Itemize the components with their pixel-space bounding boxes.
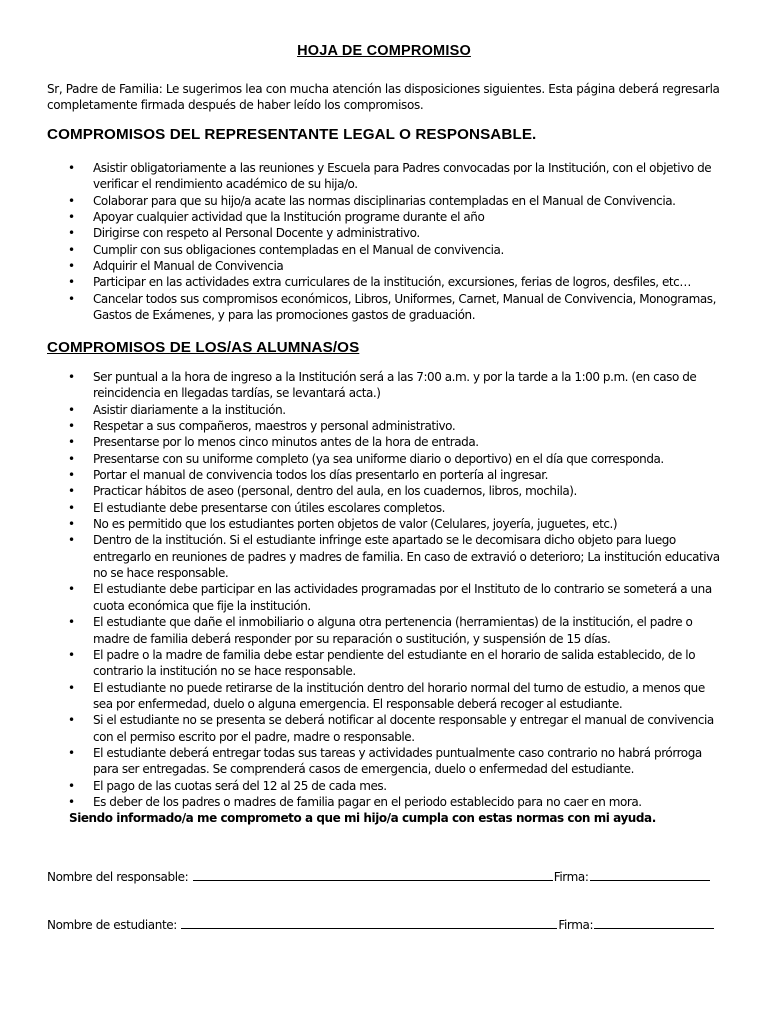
list-item-text: Si el estudiante no se presenta se deberá notificar al docente responsable y entregar el manual de convivencia con el permiso escrito por el padre, madre o responsable. xyxy=(93,713,714,744)
bullet-icon: • xyxy=(68,468,75,483)
list-item-text: Asistir diariamente a la institución. xyxy=(93,402,286,417)
bullet-icon: • xyxy=(68,275,75,290)
list-item xyxy=(47,483,727,499)
bullet-icon: • xyxy=(68,226,75,241)
list-item xyxy=(47,193,727,209)
bullet-icon: • xyxy=(68,680,75,695)
bullet-icon: • xyxy=(68,500,75,515)
list-item-text: Cumplir con sus obligaciones contempladas en el Manual de convivencia. xyxy=(93,242,504,257)
closing-statement: Siendo informado/a me comprometo a que mi hijo/a cumpla con estas normas con mi ayuda. xyxy=(69,811,656,825)
list-item-text: El pago de las cuotas será del 12 al 25 de cada mes. xyxy=(93,778,387,793)
list-item-text: Presentarse con su uniforme completo (ya sea uniforme diario o deportivo) en el día que corresponda. xyxy=(93,451,664,466)
bullet-icon: • xyxy=(68,193,75,208)
bullet-icon: • xyxy=(68,435,75,450)
list-item xyxy=(47,209,727,225)
list-item xyxy=(47,680,727,713)
list-item xyxy=(47,291,727,324)
alumnos-commitments-list xyxy=(47,369,727,810)
list-item xyxy=(47,712,727,745)
bullet-icon: • xyxy=(68,451,75,466)
representante-commitments-list xyxy=(47,160,727,323)
list-item xyxy=(47,647,727,680)
bullet-icon: • xyxy=(68,161,75,175)
list-item-text: El estudiante no puede retirarse de la institución dentro del horario normal del turno de estudio, a menos que sea por enfermedad, duelo o alguna emergencia. El responsable deberá recoger al estudiante. xyxy=(93,680,705,711)
list-item xyxy=(47,614,727,647)
bullet-icon: • xyxy=(68,370,75,384)
responsable-name-field[interactable] xyxy=(193,868,553,881)
bullet-icon: • xyxy=(68,794,75,809)
list-item xyxy=(47,160,727,193)
list-item-text: El padre o la madre de familia debe estar pendiente del estudiante en el horario de salida establecido, de lo contrario la institución no se hace responsable. xyxy=(93,647,696,679)
bullet-icon: • xyxy=(68,402,75,417)
list-item-text: Dentro de la institución. Si el estudiante infringe este apartado se le decomisara dicho objeto para luego entregarlo en reuniones de padres y madres de familia. En caso de extravió o deterioro; La institución educativa no se hace responsable. xyxy=(93,533,720,581)
responsable-firma-field[interactable] xyxy=(590,868,710,881)
list-item xyxy=(47,467,727,483)
section-heading-alumnos: COMPROMISOS DE LOS/AS ALUMNAS/OS xyxy=(47,339,360,356)
list-item xyxy=(47,242,727,258)
list-item xyxy=(47,402,727,418)
bullet-icon: • xyxy=(68,582,75,597)
estudiante-name-field[interactable] xyxy=(181,916,557,929)
list-item-text: El estudiante que dañe el inmobiliario o alguna otra pertenencia (herramientas) de la institución, el padre o madre de familia deberá responder por su reparación o sustitución, y suspensión de 15 días. xyxy=(93,615,693,646)
list-item xyxy=(47,451,727,467)
list-item-text: El estudiante deberá entregar todas sus tareas y actividades puntualmente caso contrario no habrá prórroga para ser entregadas. Se comprenderá casos de emergencia, duelo o enfermedad del estudiante. xyxy=(93,745,702,777)
list-item-text: No es permitido que los estudiantes porten objetos de valor (Celulares, joyería, juguetes, etc.) xyxy=(93,517,618,532)
list-item xyxy=(47,434,727,450)
list-item xyxy=(47,745,727,778)
list-item xyxy=(47,516,727,532)
signature-row-responsable xyxy=(47,868,747,884)
list-item xyxy=(47,369,727,402)
bullet-icon: • xyxy=(68,533,75,548)
list-item-text: Cancelar todos sus compromisos económicos, Libros, Uniformes, Carnet, Manual de Convivencia, Monogramas, Gastos de Exámenes, y para las promociones gastos de graduación. xyxy=(93,291,716,323)
bullet-icon: • xyxy=(68,484,75,499)
document-title: HOJA DE COMPROMISO xyxy=(297,43,471,59)
estudiante-name-label: Nombre de estudiante: xyxy=(47,918,181,932)
list-item-text: Respetar a sus compañeros, maestros y personal administrativo. xyxy=(93,419,456,434)
bullet-icon: • xyxy=(68,242,75,257)
list-item xyxy=(47,794,727,810)
list-item-text: Presentarse por lo menos cinco minutos antes de la hora de entrada. xyxy=(93,435,479,450)
bullet-icon: • xyxy=(68,259,75,274)
bullet-icon: • xyxy=(68,615,75,630)
list-item-text: Dirigirse con respeto al Personal Docente y administrativo. xyxy=(93,226,420,241)
list-item xyxy=(47,418,727,434)
responsable-name-label: Nombre del responsable: xyxy=(47,870,192,884)
bullet-icon: • xyxy=(68,745,75,760)
intro-paragraph: Sr, Padre de Familia: Le sugerimos lea con mucha atención las disposiciones siguientes. Esta página deberá regresarla completamente firmada después de haber leído los compromisos. xyxy=(47,82,720,113)
bullet-icon: • xyxy=(68,517,75,532)
bullet-icon: • xyxy=(68,778,75,793)
list-item-text: El estudiante debe participar en las actividades programadas por el Instituto de lo contrario se someterá a una cuota económica que fije la institución. xyxy=(93,582,712,613)
estudiante-firma-label: Firma: xyxy=(558,918,594,932)
list-item xyxy=(47,778,727,794)
signature-row-estudiante xyxy=(47,916,747,932)
bullet-icon: • xyxy=(68,291,75,306)
list-item-text: Adquirir el Manual de Convivencia xyxy=(93,259,284,274)
section-heading-representante: COMPROMISOS DEL REPRESENTANTE LEGAL O RESPONSABLE. xyxy=(47,126,537,143)
list-item-text: El estudiante debe presentarse con útiles escolares completos. xyxy=(93,500,445,515)
estudiante-firma-field[interactable] xyxy=(594,916,714,929)
bullet-icon: • xyxy=(68,647,75,662)
list-item-text: Es deber de los padres o madres de familia pagar en el periodo establecido para no caer en mora. xyxy=(93,794,642,809)
bullet-icon: • xyxy=(68,419,75,434)
list-item xyxy=(47,532,727,581)
bullet-icon: • xyxy=(68,210,75,225)
responsable-firma-label: Firma: xyxy=(553,870,589,884)
list-item-text: Ser puntual a la hora de ingreso a la Institución será a las 7:00 a.m. y por la tarde a la 1:00 p.m. (en caso de reincidencia en llegadas tardías, se levantará acta.) xyxy=(93,370,697,401)
list-item-text: Asistir obligatoriamente a las reuniones y Escuela para Padres convocadas por la Institución, con el objetivo de verificar el rendimiento académico de su hija/o. xyxy=(93,161,712,192)
list-item xyxy=(47,258,727,274)
list-item-text: Practicar hábitos de aseo (personal, dentro del aula, en los cuadernos, libros, mochila). xyxy=(93,484,577,499)
list-item xyxy=(47,225,727,241)
bullet-icon: • xyxy=(68,713,75,728)
list-item-text: Colaborar para que su hijo/a acate las normas disciplinarias contempladas en el Manual de Convivencia. xyxy=(93,193,676,208)
list-item-text: Apoyar cualquier actividad que la Institución programe durante el año xyxy=(93,210,485,225)
list-item-text: Portar el manual de convivencia todos los días presentarlo en portería al ingresar. xyxy=(93,468,548,483)
list-item-text: Participar en las actividades extra curriculares de la institución, excursiones, ferias de logros, desfiles, etc… xyxy=(93,275,691,290)
list-item xyxy=(47,500,727,516)
list-item xyxy=(47,581,727,614)
list-item xyxy=(47,274,727,290)
